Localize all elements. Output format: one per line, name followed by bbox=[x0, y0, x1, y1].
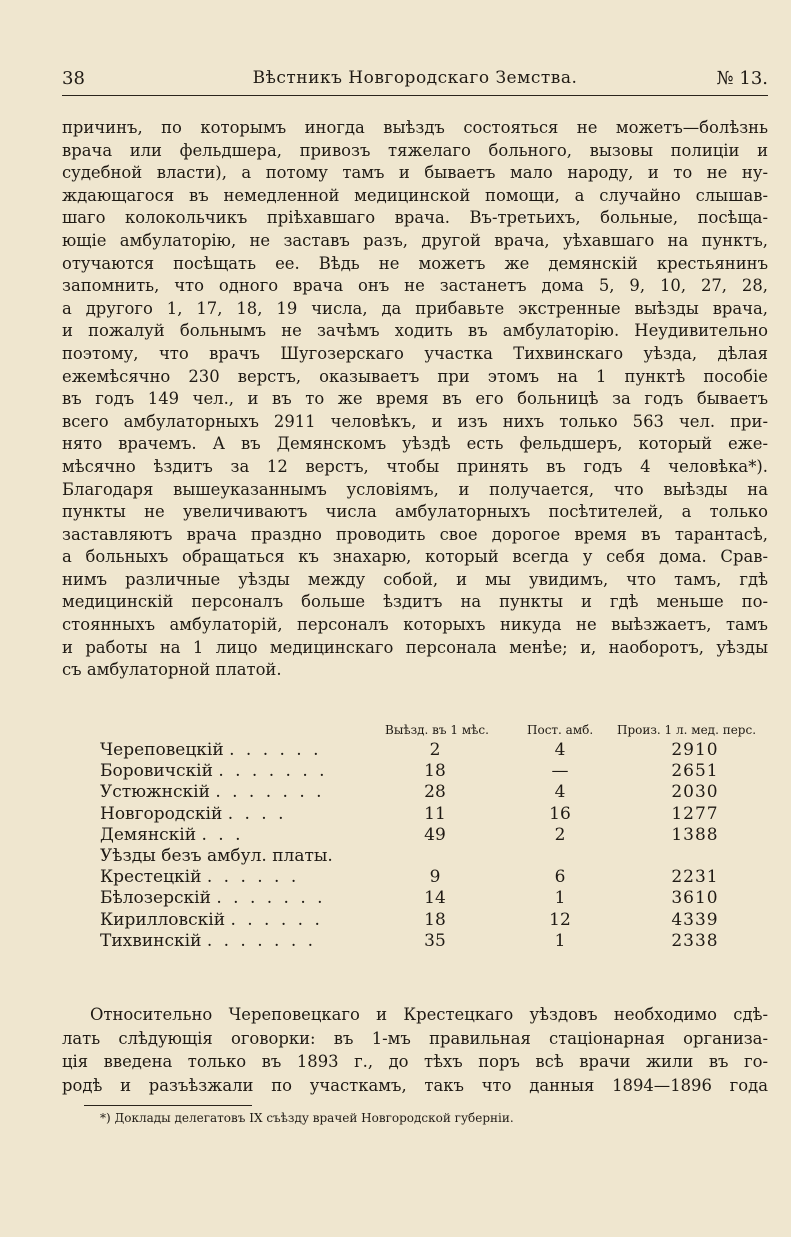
text-line: ждающагося въ немедленной медицинской помощи, а случайно слышав- bbox=[62, 185, 768, 205]
table-row bbox=[100, 867, 740, 888]
text-line: ежемѣсячно 230 верстъ, оказываетъ при этомъ на 1 пунктѣ пособіе bbox=[62, 366, 768, 386]
table-row bbox=[100, 804, 740, 825]
journal-title: Вѣстникъ Новгородскаго Земства. bbox=[252, 68, 578, 88]
text-line: ющіе амбулаторію, не заставъ разъ, другой врача, уѣхавшаго на пунктъ, bbox=[62, 230, 768, 250]
text-line: Благодаря вышеуказаннымъ условіямъ, и получается, что выѣзды на bbox=[62, 479, 768, 499]
table-row bbox=[100, 740, 740, 761]
district-name: Кирилловскій bbox=[100, 909, 226, 930]
cell-trips: 35 bbox=[424, 930, 446, 951]
cell-trips: 18 bbox=[424, 761, 446, 782]
statistics-table bbox=[100, 740, 740, 952]
table-header-trips: Выѣзд. въ 1 мѣс. bbox=[385, 723, 489, 737]
text-line: поэтому, что врачъ Шугозерскаго участка Тихвинскаго уѣзда, дѣлая bbox=[62, 343, 768, 363]
text-line: судебной власти), а потому тамъ и бываетъ мало народу, и то не ну- bbox=[62, 163, 768, 183]
cell-clinics: 4 bbox=[554, 740, 566, 760]
text-line: врача или фельдшера, привозъ тяжелаго больного, вызовы полиціи и bbox=[62, 140, 768, 160]
cell-workload: 1277 bbox=[671, 803, 719, 824]
district-name: Устюжнскій bbox=[100, 782, 210, 803]
text-line: и работы на 1 лицо медицинскаго персонала менѣе; и, наоборотъ, уѣзды bbox=[62, 637, 768, 657]
cell-trips: 9 bbox=[429, 867, 441, 888]
text-line: отучаются посѣщать ее. Вѣдь не можетъ же демянскій крестьянинъ bbox=[62, 253, 768, 273]
section-label: Уѣзды безъ амбул. платы. bbox=[100, 845, 333, 866]
text-line: нимъ различные уѣзды между собой, и мы увидимъ, что тамъ, гдѣ bbox=[62, 569, 768, 589]
header-rule bbox=[62, 95, 768, 96]
text-line: съ амбулаторной платой. bbox=[62, 660, 282, 680]
table-row bbox=[100, 782, 740, 803]
cell-clinics: 12 bbox=[549, 909, 571, 930]
paragraph-1 bbox=[62, 117, 768, 682]
text-line: причинъ, по которымъ иногда выѣздъ состояться не можетъ—болѣзнь bbox=[62, 118, 768, 137]
leader-dots: . . . . . . . bbox=[215, 782, 325, 803]
cell-workload: 2651 bbox=[671, 761, 719, 782]
leader-dots: . . . . . . bbox=[230, 909, 323, 930]
cell-trips: 14 bbox=[424, 888, 446, 909]
leader-dots: . . . bbox=[201, 824, 244, 845]
cell-workload: 2910 bbox=[671, 740, 719, 760]
text-line: а другого 1, 17, 18, 19 числа, да прибавьте экстренные выѣзды врача, bbox=[62, 298, 768, 318]
text-line: а больныхъ обращаться къ знахарю, который всегда у себя дома. Срав- bbox=[62, 547, 768, 567]
cell-workload: 2030 bbox=[671, 782, 719, 803]
leader-dots: . . . . . . bbox=[206, 867, 300, 888]
text-line: нято врачемъ. А въ Демянскомъ уѣздѣ есть фельдшеръ, который еже- bbox=[62, 434, 768, 454]
leader-dots: . . . . . . bbox=[229, 740, 322, 760]
cell-workload: 4339 bbox=[671, 909, 719, 930]
text-line: родѣ и разъѣзжали по участкамъ, такъ что данныя 1894—1896 года bbox=[62, 1075, 768, 1095]
text-line: заставляютъ врача праздно проводить свое дорогое время въ тарантасѣ, bbox=[62, 524, 768, 544]
text-line: шаго колокольчикъ пріѣхавшаго врача. Въ-третьихъ, больные, посѣща- bbox=[62, 208, 768, 228]
footnote-rule bbox=[84, 1105, 252, 1106]
district-name: Боровичскій bbox=[100, 761, 213, 782]
text-line: Относительно Череповецкаго и Крестецкаго уѣздовъ необходимо сдѣ- bbox=[90, 1005, 768, 1024]
text-line: мѣсячно ѣздитъ за 12 верстъ, чтобы принять въ годъ 4 человѣка*). bbox=[62, 456, 768, 476]
text-line: всего амбулаторныхъ 2911 человѣкъ, и изъ нихъ только 563 чел. при- bbox=[62, 411, 768, 431]
cell-workload: 3610 bbox=[671, 888, 719, 909]
district-name: Крестецкій bbox=[100, 867, 202, 888]
table-header-clinics: Пост. амб. bbox=[527, 723, 594, 737]
cell-trips: 2 bbox=[429, 740, 441, 760]
text-line: медицинскій персоналъ больше ѣздитъ на пункты и гдѣ меньше по- bbox=[62, 592, 768, 612]
table-row bbox=[100, 910, 740, 931]
cell-trips: 18 bbox=[424, 909, 446, 930]
footnote: *) Доклады делегатовъ IX съѣзду врачей Новгородской губерніи. bbox=[100, 1111, 514, 1125]
text-line: и пожалуй больнымъ не зачѣмъ ходить въ амбулаторію. Неудивительно bbox=[62, 321, 768, 341]
text-line: стоянныхъ амбулаторій, персоналъ которыхъ никуда не выѣзжаетъ, тамъ bbox=[62, 615, 768, 635]
cell-clinics: 4 bbox=[554, 782, 566, 803]
cell-clinics: 1 bbox=[554, 888, 566, 909]
cell-clinics: 2 bbox=[554, 824, 566, 845]
leader-dots: . . . . . . . bbox=[218, 761, 328, 782]
cell-trips: 11 bbox=[424, 803, 446, 824]
district-name: Череповецкій bbox=[100, 740, 224, 760]
cell-clinics: — bbox=[551, 761, 569, 782]
page-number: 38 bbox=[62, 68, 85, 89]
cell-clinics: 16 bbox=[549, 803, 571, 824]
paragraph-2 bbox=[62, 1003, 768, 1097]
district-name: Бѣлозерскій bbox=[100, 888, 211, 909]
district-name: Демянскій bbox=[100, 824, 197, 845]
leader-dots: . . . . bbox=[227, 803, 287, 824]
text-line: лать слѣдующія оговорки: въ 1-мъ правильная стаціонарная организа- bbox=[62, 1028, 768, 1048]
table-row bbox=[100, 888, 740, 909]
leader-dots: . . . . . . . bbox=[216, 888, 326, 909]
text-line: въ годъ 149 чел., и въ то же время въ его больницѣ за годъ бываетъ bbox=[62, 389, 768, 409]
table-row bbox=[100, 825, 740, 846]
cell-clinics: 1 bbox=[554, 930, 566, 951]
table-row bbox=[100, 761, 740, 782]
leader-dots: . . . . . . . bbox=[206, 930, 317, 951]
cell-clinics: 6 bbox=[554, 867, 566, 888]
text-line: пункты не увеличиваютъ числа амбулаторныхъ посѣтителей, а только bbox=[62, 502, 768, 522]
text-line: ція введена только въ 1893 г., до тѣхъ поръ всѣ врачи жили въ го- bbox=[62, 1052, 768, 1071]
cell-trips: 49 bbox=[424, 824, 446, 845]
cell-trips: 28 bbox=[424, 782, 446, 803]
issue-number: № 13. bbox=[716, 68, 768, 89]
district-name: Новгородскій bbox=[100, 803, 223, 824]
district-name: Тихвинскій bbox=[100, 930, 202, 951]
cell-workload: 2338 bbox=[671, 930, 719, 951]
cell-workload: 1388 bbox=[671, 824, 719, 845]
text-line: запомнить, что одного врача онъ не застанетъ дома 5, 9, 10, 27, 28, bbox=[62, 276, 768, 296]
table-header-workload: Произ. 1 л. мед. перс. bbox=[617, 723, 757, 737]
cell-workload: 2231 bbox=[671, 867, 719, 888]
table-section-row bbox=[100, 846, 740, 867]
page-header bbox=[62, 64, 768, 94]
table-row bbox=[100, 931, 740, 952]
